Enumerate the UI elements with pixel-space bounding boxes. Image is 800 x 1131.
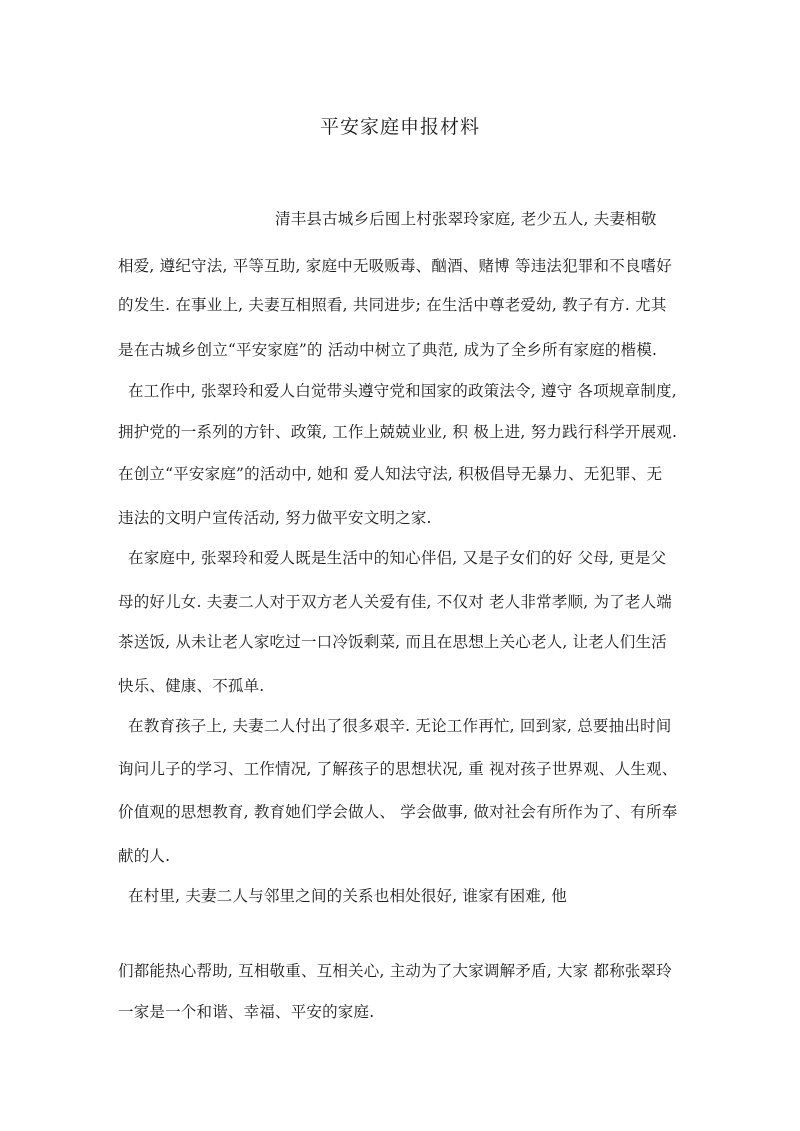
- body-line-1: 清丰县古城乡后囤上村张翠玲家庭, 老少五人, 夫妻相敬: [275, 210, 657, 228]
- body-line-14: 询问儿子的学习、工作情况, 了解孩子的思想状况, 重 视对孩子世界观、人生观、: [118, 760, 678, 778]
- body-line-6: 拥护党的一系列的方针、政策, 工作上兢兢业业, 积 极上进, 努力践行科学开展观.: [118, 423, 678, 441]
- body-line-18: 们都能热心帮助, 互相敬重、互相关心, 主动为了大家调解矛盾, 大家 都称张翠玲: [118, 962, 672, 980]
- body-line-7: 在创立“平安家庭”的活动中, 她和 爱人知法守法, 积极倡导无暴力、无犯罪、无: [118, 465, 663, 483]
- body-line-3: 的发生. 在事业上, 夫妻互相照看, 共同进步; 在生活中尊老爱幼, 教子有方. 尤其: [118, 296, 667, 314]
- body-line-2: 相爱, 遵纪守法, 平等互助, 家庭中无吸贩毒、酗酒、赌博 等违法犯罪和不良嗜好: [118, 257, 672, 275]
- body-line-15: 价值观的思想教育, 教育她们学会做人、 学会做事, 做对社会有所作为了、有所奉: [118, 803, 678, 821]
- body-line-12: 快乐、健康、不孤单.: [118, 677, 265, 695]
- body-line-19: 一家是一个和谐、幸福、平安的家庭.: [118, 1003, 375, 1021]
- body-line-5: 在工作中, 张翠玲和爱人白觉带头遵守党和国家的政策法令, 遵守 各项规章制度,: [128, 382, 677, 400]
- body-line-9: 在家庭中, 张翠玲和爱人既是生活中的知心伴侣, 又是子女们的好 父母, 更是父: [128, 549, 667, 567]
- body-line-4: 是在古城乡创立“平安家庭”的 活动中树立了典范, 成为了全乡所有家庭的楷模.: [118, 341, 658, 359]
- body-line-8: 违法的文明户宣传活动, 努力做平安文明之家.: [118, 509, 432, 527]
- document-title: 平安家庭申报材料: [319, 116, 480, 138]
- body-line-13: 在教育孩子上, 夫妻二人付出了很多艰辛. 无论工作再忙, 回到家, 总要抽出时间: [128, 717, 672, 735]
- body-line-10: 母的好儿女. 夫妻二人对于双方老人关爱有佳, 不仅对 老人非常孝顺, 为了老人端: [118, 593, 672, 611]
- body-line-17: 在村里, 夫妻二人与邻里之间的关系也相处很好, 谁家有困难, 他: [128, 887, 567, 905]
- body-line-11: 茶送饭, 从未让老人家吃过一口冷饭剩菜, 而且在思想上关心老人, 让老人们生活: [118, 633, 667, 651]
- body-line-16: 献的人.: [118, 847, 171, 865]
